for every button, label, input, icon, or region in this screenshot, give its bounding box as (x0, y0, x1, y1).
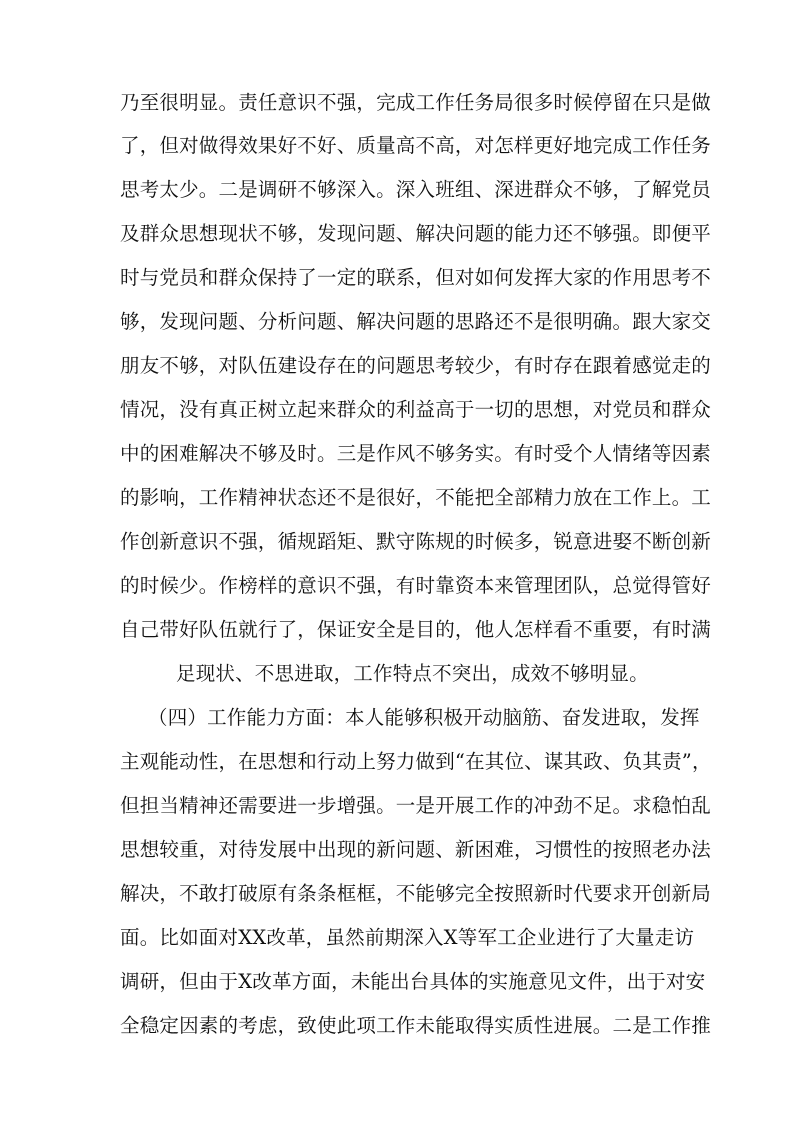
text-line: 中的困难解决不够及时。三是作风不够务实。有时受个人情绪等因素 (120, 442, 712, 465)
text-line: 全稳定因素的考虑，致使此项工作未能取得实质性进展。二是工作推 (120, 1014, 712, 1037)
text-line: 的时候少。作榜样的意识不强，有时靠资本来管理团队，总觉得管好 (120, 574, 712, 597)
text-line: 了，但对做得效果好不好、质量高不高，对怎样更好地完成工作任务 (120, 134, 712, 157)
text-line: 够，发现问题、分析问题、解决问题的思路还不是很明确。跟大家交 (120, 310, 712, 333)
text-line: 时与党员和群众保持了一定的联系，但对如何发挥大家的作用思考不 (120, 266, 712, 289)
text-line: 乃至很明显。责任意识不强，完成工作任务局很多时候停留在只是做 (120, 91, 712, 114)
text-line: 但担当精神还需要进一步增强。一是开展工作的冲劲不足。求稳怕乱 (120, 794, 712, 817)
text-line: 解决，不敢打破原有条条框框，不能够完全按照新时代要求开创新局 (120, 882, 712, 905)
text-line: 的影响，工作精神状态还不是很好，不能把全部精力放在工作上。工 (120, 486, 712, 509)
text-line: 思想较重，对待发展中出现的新问题、新困难，习惯性的按照老办法 (120, 838, 712, 861)
paragraph-heading-line: （四）工作能力方面：本人能够积极开动脑筋、奋发进取，发挥 (148, 706, 700, 729)
text-line: 足现状、不思进取，工作特点不突出，成效不够明显。 (176, 662, 649, 685)
text-line: 及群众思想现状不够，发现问题、解决问题的能力还不够强。即便平 (120, 222, 712, 245)
text-line: 面。比如面对XX改革，虽然前期深入X等军工企业进行了大量走访 (120, 926, 695, 949)
text-line: 自己带好队伍就行了，保证安全是目的，他人怎样看不重要，有时满 (120, 618, 712, 641)
text-line: 主观能动性，在思想和行动上努力做到“在其位、谋其政、负其责”， (120, 750, 712, 773)
text-line: 作创新意识不强，循规蹈矩、默守陈规的时候多，锐意进娶不断创新 (120, 530, 712, 553)
text-line: 思考太少。二是调研不够深入。深入班组、深进群众不够，了解党员 (120, 178, 712, 201)
text-line: 情况，没有真正树立起来群众的利益高于一切的思想，对党员和群众 (120, 398, 712, 421)
text-line: 朋友不够，对队伍建设存在的问题思考较少，有时存在跟着感觉走的 (120, 354, 712, 377)
text-line: 调研，但由于X改革方面，未能出台具体的实施意见文件，出于对安 (120, 970, 706, 993)
